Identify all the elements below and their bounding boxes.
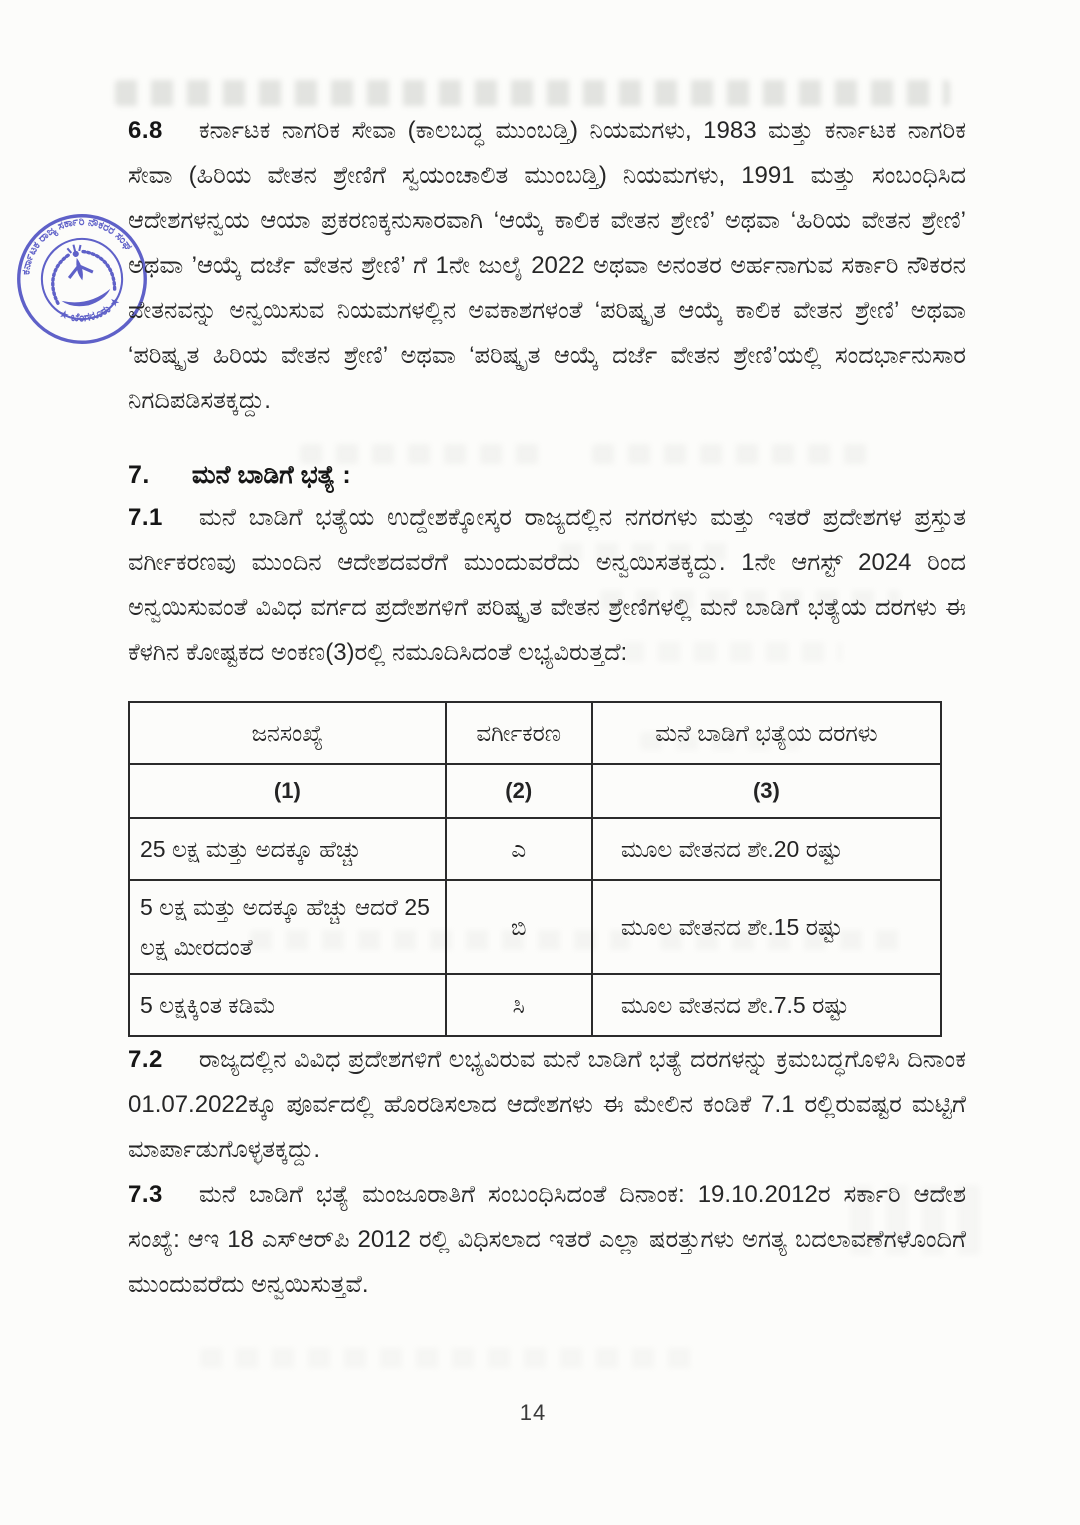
paragraph-7-3 [128,1172,966,1307]
table-row [129,880,941,974]
column-number: (2) [446,764,592,818]
column-header-population: ಜನಸಂಖ್ಯೆ [129,702,446,764]
classification-cell: ಸಿ [446,974,592,1036]
table-column-numbers-row [129,764,941,818]
column-number: (1) [129,764,446,818]
scan-artifact [115,80,950,106]
svg-text:ಕರ್ನಾಟಕ ರಾಜ್ಯ ಸರ್ಕಾರಿ ನೌಕರರ ಸಂ [10,203,136,279]
column-header-hra-rates: ಮನೆ ಬಾಡಿಗೆ ಭತ್ಯೆಯ ದರಗಳು [592,702,941,764]
classification-cell: ಬಿ [446,880,592,974]
population-cell: 5 ಲಕ್ಷಕ್ಕಿಂತ ಕಡಿಮೆ [129,974,446,1036]
section-title: ಮನೆ ಬಾಡಿಗೆ ಭತ್ಯೆ : [191,461,351,489]
population-cell: 25 ಲಕ್ಷ ಮತ್ತು ಅದಕ್ಕೂ ಹೆಚ್ಚು [129,818,446,880]
paragraph-7-2 [128,1037,966,1172]
paragraph-text: ಮನೆ ಬಾಡಿಗೆ ಭತ್ಯೆ ಮಂಜೂರಾತಿಗೆ ಸಂಬಂಧಿಸಿದಂತೆ ದಿನಾಂಕ: 19.10.2012ರ ಸರ್ಕಾರಿ ಆದೇಶ ಸಂಖ್ಯೆ: ಆಇ 18 ಎಸ್‌ಆರ್‌ಪಿ 2012 ರಲ್ಲಿ ವಿಧಿಸಲಾದ ಇತರೆ ಎಲ್ಲಾ ಷರತ್ತುಗಳು ಅಗತ್ಯ ಬದಲಾವಣೆಗಳೊಂದಿಗೆ ಮುಂದುವರೆದು ಅನ್ವಯಿಸುತ್ತವೆ. [128,1181,966,1298]
scan-artifact [200,1348,700,1368]
rate-cell: ಮೂಲ ವೇತನದ ಶೇ.7.5 ರಷ್ಟು [592,974,941,1036]
stamp-bottom-text: ★ ಬೆಂಗಳೂರು ★ [56,294,124,325]
section-number: 7. [128,461,150,489]
paragraph-number: 7.3 [128,1181,163,1208]
stamp-ring-text: ಕರ್ನಾಟಕ ರಾಜ್ಯ ಸರ್ಕಾರಿ ನೌಕರರ ಸಂಘ [20,215,135,276]
population-cell: 5 ಲಕ್ಷ ಮತ್ತು ಅದಕ್ಕೂ ಹೆಚ್ಚು ಆದರೆ 25 ಲಕ್ಷ ಮೀರದಂತೆ [129,880,446,974]
page-number: 14 [519,1400,547,1425]
column-header-classification: ವರ್ಗೀಕರಣ [446,702,592,764]
paragraph-7-1 [128,495,966,675]
column-number: (3) [592,764,941,818]
svg-text:★ ಬೆಂಗಳೂರು ★ [54,293,126,331]
table-row [129,818,941,880]
classification-cell: ಎ [446,818,592,880]
rate-cell: ಮೂಲ ವೇತನದ ಶೇ.20 ರಷ್ಟು [592,818,941,880]
paragraph-number: 7.2 [128,1046,163,1073]
table-row [129,974,941,1036]
rate-cell: ಮೂಲ ವೇತನದ ಶೇ.15 ರಷ್ಟು [592,880,941,974]
table-header-row [129,702,941,764]
paragraph-text: ಕರ್ನಾಟಕ ನಾಗರಿಕ ಸೇವಾ (ಕಾಲಬದ್ಧ ಮುಂಬಡ್ತಿ) ನಿಯಮಗಳು, 1983 ಮತ್ತು ಕರ್ನಾಟಕ ನಾಗರಿಕ ಸೇವಾ (ಹಿರಿಯ ವೇತನ ಶ್ರೇಣಿಗೆ ಸ್ವಯಂಚಾಲಿತ ಮುಂಬಡ್ತಿ) ನಿಯಮಗಳು, 1991 ಮತ್ತು ಸಂಬಂಧಿಸಿದ ಆದೇಶಗಳನ್ವಯ ಆಯಾ ಪ್ರಕರಣಕ್ಕನುಸಾರವಾಗಿ ‘ಆಯ್ಕೆ ಕಾಲಿಕ ವೇತನ ಶ್ರೇಣಿ’ ಅಥವಾ ‘ಹಿರಿಯ ವೇತನ ಶ್ರೇಣಿ’ ಅಥವಾ ’ಆಯ್ಕೆ ದರ್ಜೆ ವೇತನ ಶ್ರೇಣಿ’ ಗೆ 1ನೇ ಜುಲೈ 2022 ಅಥವಾ ಅನಂತರ ಅರ್ಹನಾಗುವ ಸರ್ಕಾರಿ ನೌಕರನ ವೇತನವನ್ನು ಅನ್ವಯಿಸುವ ನಿಯಮಗಳಲ್ಲಿನ ಅವಕಾಶಗಳಂತೆ ‘ಪರಿಷ್ಕೃತ ಆಯ್ಕೆ ಕಾಲಿಕ ವೇತನ ಶ್ರೇಣಿ’ ಅಥವಾ ‘ಪರಿಷ್ಕೃತ ಹಿರಿಯ ವೇತನ ಶ್ರೇಣಿ’ ಅಥವಾ ‘ಪರಿಷ್ಕೃತ ಆಯ್ಕೆ ದರ್ಜೆ ವೇತನ ಶ್ರೇಣಿ’ಯಲ್ಲಿ ಸಂದರ್ಭಾನುಸಾರ ನಿಗದಿಪಡಿಸತಕ್ಕದ್ದು. [128,117,966,414]
paragraph-6-8 [128,108,966,423]
hra-rates-table [128,701,942,1037]
document-content [128,108,966,1307]
section-7-heading [128,455,966,495]
paragraph-number: 6.8 [128,117,163,144]
paragraph-text: ರಾಜ್ಯದಲ್ಲಿನ ವಿವಿಧ ಪ್ರದೇಶಗಳಿಗೆ ಲಭ್ಯವಿರುವ ಮನೆ ಬಾಡಿಗೆ ಭತ್ಯೆ ದರಗಳನ್ನು ಕ್ರಮಬದ್ಧಗೊಳಿಸಿ ದಿನಾಂಕ 01.07.2022ಕ್ಕೂ ಪೂರ್ವದಲ್ಲಿ ಹೊರಡಿಸಲಾದ ಆದೇಶಗಳು ಈ ಮೇಲಿನ ಕಂಡಿಕೆ 7.1 ರಲ್ಲಿರುವಷ್ಟರ ಮಟ್ಟಿಗೆ ಮಾರ್ಪಾಡುಗೊಳ್ಳತಕ್ಕದ್ದು. [128,1046,966,1163]
paragraph-number: 7.1 [128,504,163,531]
paragraph-text: ಮನೆ ಬಾಡಿಗೆ ಭತ್ಯೆಯ ಉದ್ದೇಶಕ್ಕೋಸ್ಕರ ರಾಜ್ಯದಲ್ಲಿನ ನಗರಗಳು ಮತ್ತು ಇತರೆ ಪ್ರದೇಶಗಳ ಪ್ರಸ್ತುತ ವರ್ಗೀಕರಣವು ಮುಂದಿನ ಆದೇಶದವರೆಗೆ ಮುಂದುವರೆದು ಅನ್ವಯಿಸತಕ್ಕದ್ದು. 1ನೇ ಆಗಸ್ಟ್ 2024 ರಿಂದ ಅನ್ವಯಿಸುವಂತೆ ವಿವಿಧ ವರ್ಗದ ಪ್ರದೇಶಗಳಿಗೆ ಪರಿಷ್ಕೃತ ವೇತನ ಶ್ರೇಣಿಗಳಲ್ಲಿ ಮನೆ ಬಾಡಿಗೆ ಭತ್ಯೆಯ ದರಗಳು ಈ ಕೆಳಗಿನ ಕೋಷ್ಟಕದ ಅಂಕಣ(3)ರಲ್ಲಿ ನಮೂದಿಸಿದಂತೆ ಲಭ್ಯವಿರುತ್ತದೆ: [128,504,966,666]
